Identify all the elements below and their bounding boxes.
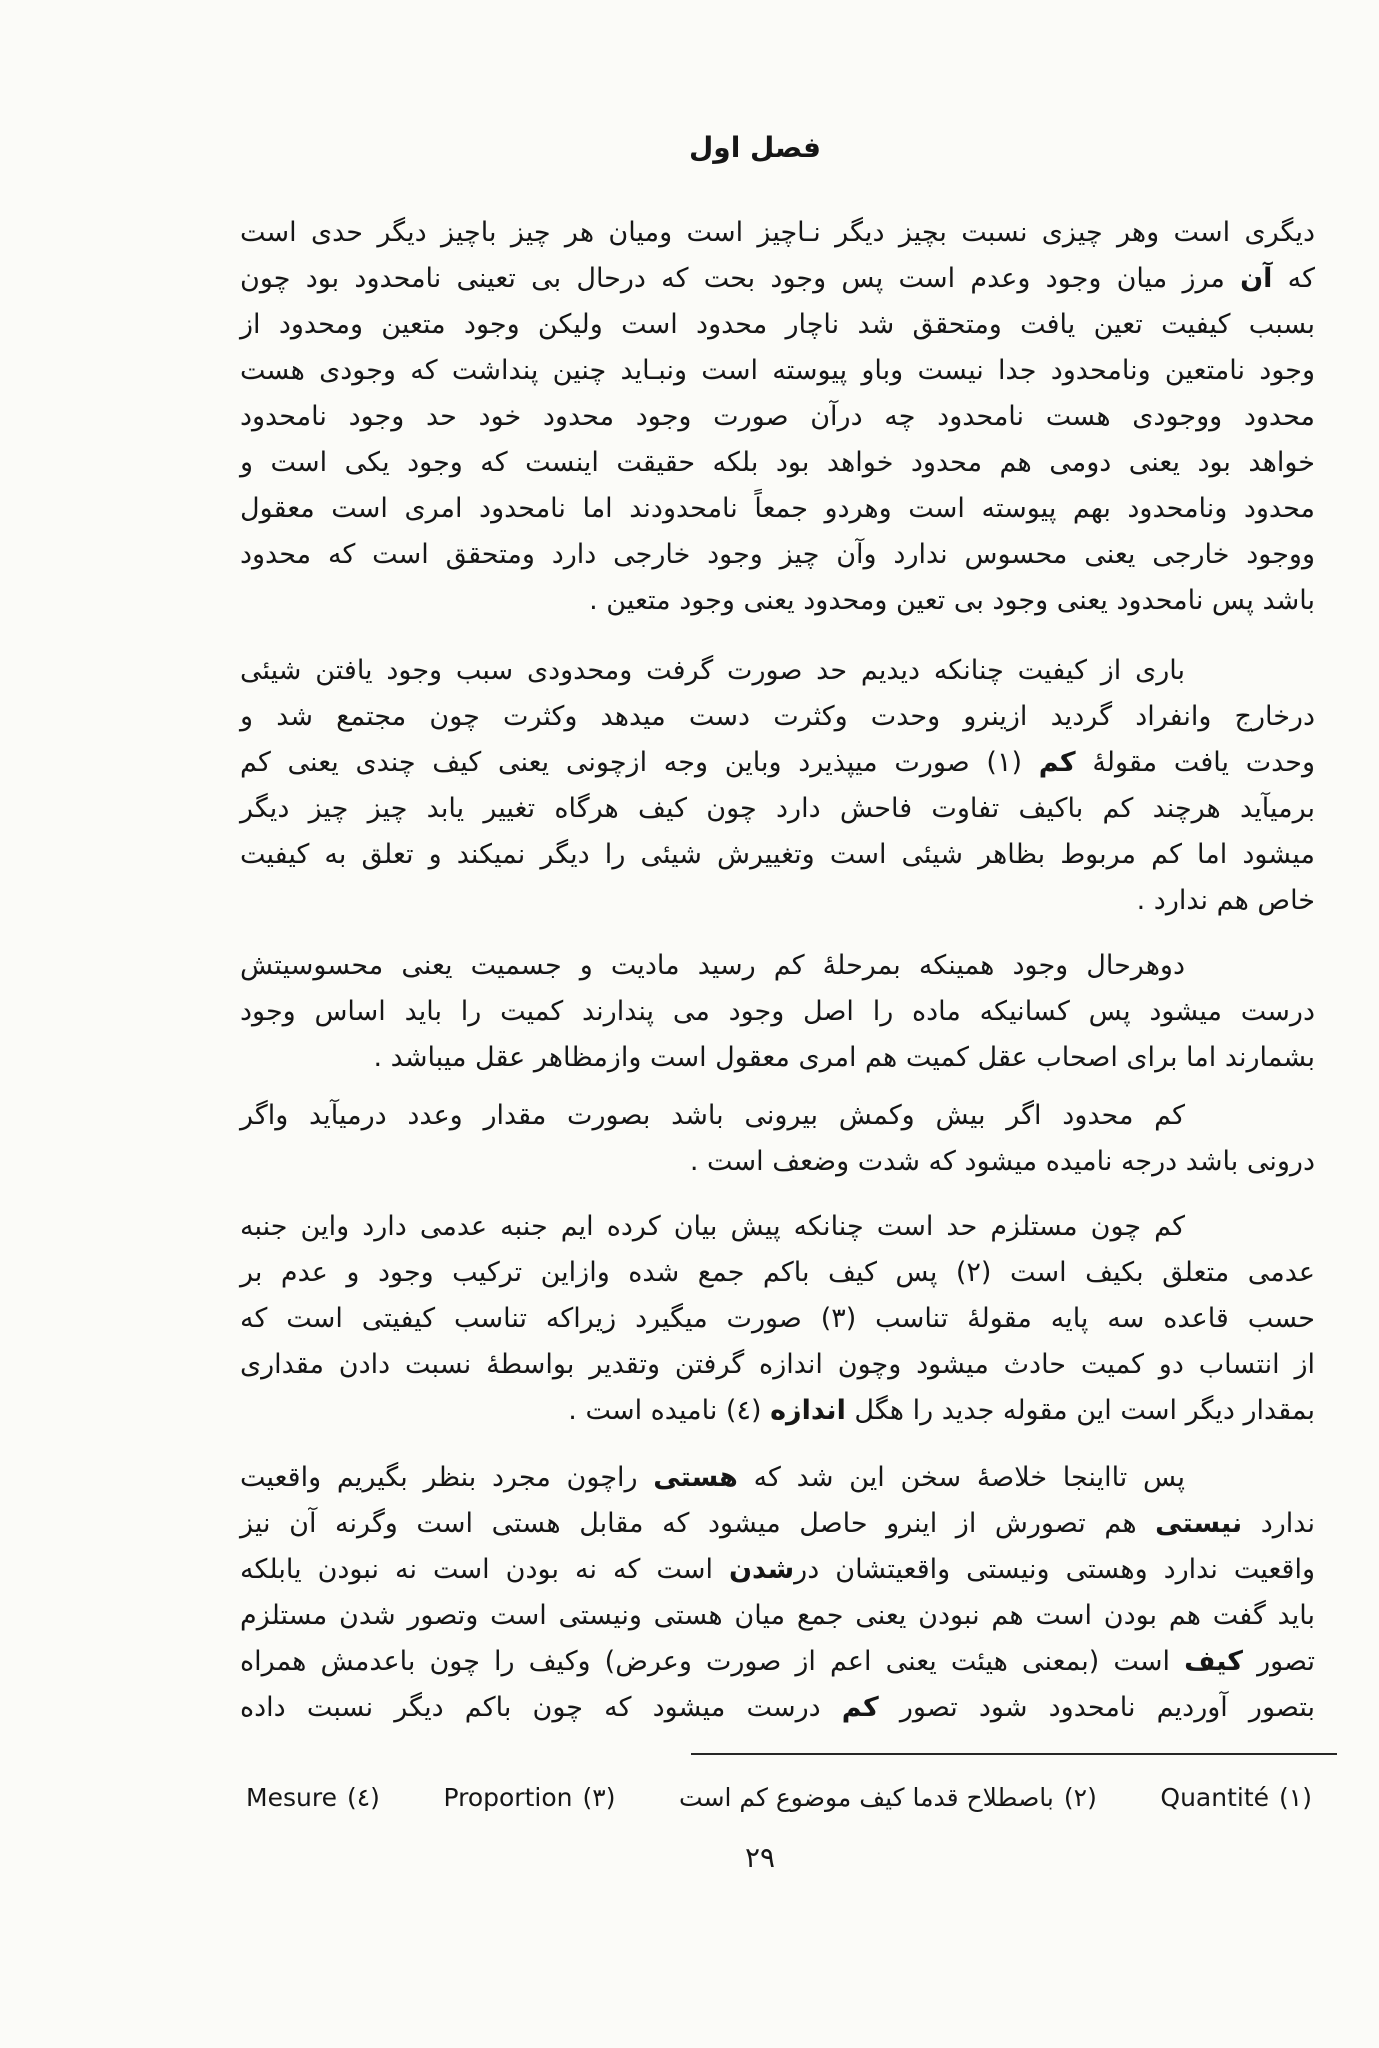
footnote-number: (٤) — [346, 1783, 380, 1812]
footnote-item — [679, 1776, 1097, 1820]
emphasized-term: نیستی — [1155, 1508, 1243, 1539]
text-run: تصور — [1243, 1646, 1315, 1677]
text-run: عدمی متعلق بکیف است (۲) پس کیف باکم جمع شده وازاین ترکیب وجود و عدم بر — [240, 1257, 1315, 1288]
chapter-title: فصل اول — [689, 131, 821, 164]
footnote-text: Quantité — [1160, 1783, 1270, 1812]
emphasized-term: شدن — [728, 1554, 795, 1585]
text-line — [240, 256, 1315, 302]
text-run: از انتساب دو کمیت حادث میشود وچون اندازه گرفتن وتقدیر بواسطۀ نسبت دادن مقداری — [240, 1349, 1315, 1380]
text-line — [240, 832, 1315, 878]
text-run: درست میشود پس کسانیکه ماده را اصل وجود می پندارند کمیت را باید اساس وجود — [240, 996, 1315, 1027]
text-run: محدود ونامحدود بهم پیوسته است وهردو جمعاً نامحدودند اما نامحدود امری است معقول — [240, 493, 1315, 524]
text-run: پس تااینجا خلاصۀ سخن این شد که — [737, 1462, 1185, 1493]
text-run: خواهد بود یعنی دومی هم محدود خواهد بود بلکه حقیقت اینست که وجود یکی است و — [240, 447, 1315, 478]
emphasized-term: کم — [841, 1692, 879, 1723]
footnote-separator — [691, 1753, 1337, 1755]
text-line — [240, 694, 1315, 740]
paragraph — [240, 943, 1315, 1081]
text-run: محدود ووجودی هست نامحدود چه درآن صورت وجود محدود خود حد وجود نامحدود — [240, 401, 1315, 432]
text-run: (۱) صورت میپذیرد وباین وجه ازچونی یعنی کیف چندی یعنی کم — [240, 747, 1039, 778]
text-run: (٤) نامیده است . — [568, 1395, 771, 1426]
text-line — [240, 1547, 1315, 1593]
text-run: کم چون مستلزم حد است چنانکه پیش بیان کرده ایم جنبه عدمی دارد واین جنبه — [240, 1211, 1185, 1242]
footnote-text: Mesure — [246, 1783, 337, 1812]
text-run: وحدت یافت مقولۀ — [1075, 747, 1316, 778]
text-line — [240, 1685, 1315, 1731]
emphasized-term: کیف — [1184, 1646, 1243, 1677]
text-run: هم تصورش از اینرو حاصل میشود که مقابل هستی است وگرنه آن نیز — [240, 1508, 1156, 1539]
text-line — [240, 1455, 1315, 1501]
emphasized-term: کم — [1038, 747, 1076, 778]
text-run: دیگری است وهر چیزی نسبت بچیز دیگر نـاچیز است ومیان هر چیز باچیز دیگر حدی است — [240, 217, 1315, 248]
text-line — [240, 740, 1315, 786]
text-line — [240, 1342, 1315, 1388]
text-line — [240, 1204, 1315, 1250]
text-line — [240, 1593, 1315, 1639]
text-run: باری از کیفیت چنانکه دیدیم حد صورت گرفت ومحدودی سبب وجود یافتن شیئی — [240, 655, 1185, 686]
text-line — [240, 1296, 1315, 1342]
paragraph — [240, 1093, 1315, 1185]
text-run: است (بمعنی هیئت یعنی اعم از صورت وعرض) وکیف را چون باعدمش همراه — [240, 1646, 1185, 1677]
footnote-text: باصطلاح قدما کیف موضوع کم است — [679, 1783, 1054, 1812]
text-run: میشود اما کم مربوط بظاهر شیئی است وتغییرش شیئی را دیگر نمیکند و تعلق به کیفیت — [240, 839, 1315, 870]
text-line — [240, 989, 1315, 1035]
text-run: درونی باشد درجه نامیده میشود که شدت وضعف است . — [689, 1146, 1315, 1177]
text-line — [240, 648, 1315, 694]
footnote-item — [443, 1776, 615, 1820]
text-line — [240, 1093, 1315, 1139]
text-run: بتصور آوردیم نامحدود شود تصور — [878, 1692, 1315, 1723]
text-run: واقعیت ندارد وهستی ونیستی واقعیتشان در — [794, 1554, 1315, 1585]
text-run: مرز میان وجود وعدم است پس وجود بحت که درحال بی تعینی نامحدود بود چون — [240, 263, 1241, 294]
footnote-number: (۱) — [1279, 1783, 1312, 1812]
text-line — [240, 1501, 1315, 1547]
text-line — [240, 1639, 1315, 1685]
footnote-number: (۲) — [1063, 1783, 1097, 1812]
text-run: حسب قاعده سه پایه مقولۀ تناسب (۳) صورت میگیرد زیراکه تناسب کیفیتی است که — [240, 1303, 1315, 1334]
text-run: که — [1272, 263, 1315, 294]
text-run: است که نه بودن است نه نبودن یابلکه — [240, 1554, 729, 1585]
text-line — [240, 440, 1315, 486]
text-run: برمیآید هرچند کم باکیف تفاوت فاحش دارد چون کیف هرگاه تغییر یابد چیز چیز دیگر — [240, 793, 1315, 824]
text-line — [240, 943, 1315, 989]
text-run: راچون مجرد بنظر بگیریم واقعیت — [240, 1462, 654, 1493]
text-line — [240, 1250, 1315, 1296]
text-run: خاص هم ندارد . — [1136, 885, 1315, 916]
text-line — [240, 1035, 1315, 1081]
text-line — [240, 486, 1315, 532]
footnote-text: Proportion — [443, 1783, 573, 1812]
paragraph — [240, 210, 1315, 624]
text-run: درخارج وانفراد گردید ازینرو وحدت وکثرت دست میدهد وکثرت چون مجتمع شد و — [240, 701, 1315, 732]
text-run: ووجود خارجی یعنی محسوس ندارد وآن چیز وجود خارجی دارد ومتحقق است که محدود — [240, 539, 1315, 570]
footnote-number: (۳) — [582, 1783, 616, 1812]
text-line — [240, 302, 1315, 348]
text-line — [240, 532, 1315, 578]
page-number: ۲۹ — [744, 1841, 776, 1874]
text-line — [240, 210, 1315, 256]
text-run: باید گفت هم بودن است هم نبودن یعنی جمع میان هستی ونیستی است وتصور شدن مستلزم — [240, 1600, 1315, 1631]
footnote-item — [1160, 1776, 1312, 1820]
text-line — [240, 348, 1315, 394]
text-line — [240, 394, 1315, 440]
text-line — [240, 786, 1315, 832]
paragraph — [240, 1204, 1315, 1434]
text-run: باشد پس نامحدود یعنی وجود بی تعین ومحدود یعنی وجود متعین . — [589, 585, 1315, 616]
text-run: ندارد — [1242, 1508, 1315, 1539]
footnotes — [246, 1776, 1312, 1820]
emphasized-term: هستی — [653, 1462, 738, 1493]
text-run: کم محدود اگر بیش وکمش بیرونی باشد بصورت مقدار وعدد درمیآید واگر — [240, 1100, 1185, 1131]
text-line — [240, 1388, 1315, 1434]
emphasized-term: آن — [1240, 263, 1273, 294]
text-run: بشمارند اما برای اصحاب عقل کمیت هم امری معقول است وازمظاهر عقل میباشد . — [373, 1042, 1315, 1073]
text-run: وجود نامتعین ونامحدود جدا نیست وباو پیوسته است ونبـاید چنین پنداشت که وجودی هست — [240, 355, 1315, 386]
text-run: دوهرحال وجود همینکه بمرحلۀ کم رسید مادیت و جسمیت یعنی محسوسیتش — [240, 950, 1185, 981]
text-line — [240, 1139, 1315, 1185]
text-line — [240, 578, 1315, 624]
text-run: درست میشود که چون باکم دیگر نسبت داده — [240, 1692, 842, 1723]
text-run: بمقدار دیگر است این مقوله جدید را هگل — [845, 1395, 1315, 1426]
paragraph — [240, 1455, 1315, 1731]
emphasized-term: اندازه — [770, 1395, 846, 1426]
paragraph — [240, 648, 1315, 924]
footnote-item — [246, 1776, 380, 1820]
text-run: بسبب کیفیت تعین یافت ومتحقق شد ناچار محدود است ولیکن وجود متعین ومحدود از — [240, 309, 1315, 340]
text-line — [240, 878, 1315, 924]
